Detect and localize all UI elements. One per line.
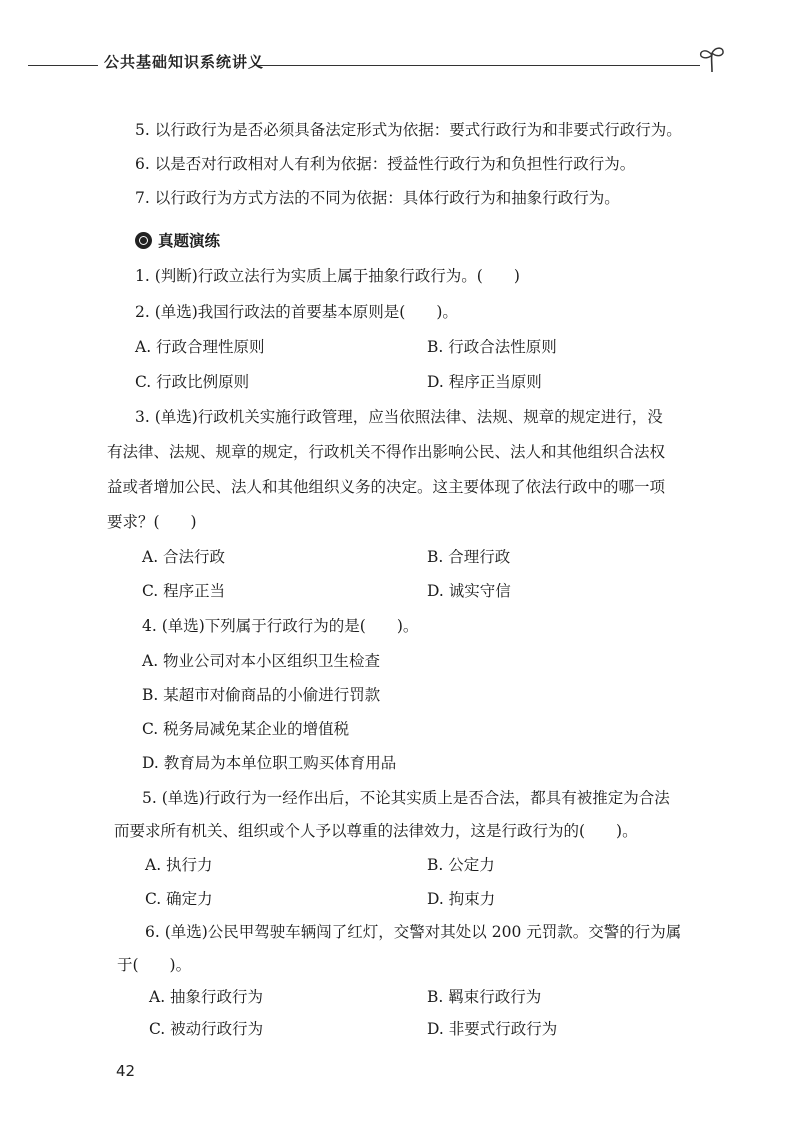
page-number: 42 xyxy=(116,1062,136,1080)
question-5-option-b: B. 公定力 xyxy=(427,856,495,874)
header-rule-left xyxy=(28,65,98,66)
classification-item-6: 6. 以是否对行政相对人有利为依据：授益性行政行为和负担性行政行为。 xyxy=(135,155,636,173)
sprout-icon xyxy=(696,44,728,74)
question-3-stem-line-4: 要求？( ) xyxy=(107,513,197,531)
question-6-option-c: C. 被动行政行为 xyxy=(149,1020,264,1038)
question-5-stem-line-1: 5. (单选)行政行为一经作出后，不论其实质上是否合法，都具有被推定为合法 xyxy=(142,789,670,807)
question-6-option-a: A. 抽象行政行为 xyxy=(149,988,264,1006)
question-6-option-b: B. 羁束行政行为 xyxy=(427,988,542,1006)
classification-item-5: 5. 以行政行为是否必须具备法定形式为依据：要式行政行为和非要式行政行为。 xyxy=(135,121,682,139)
question-2-option-a: A. 行政合理性原则 xyxy=(135,338,265,356)
question-3-stem-line-2: 有法律、法规、规章的规定，行政机关不得作出影响公民、法人和其他组织合法权 xyxy=(107,443,666,461)
question-3-option-d: D. 诚实守信 xyxy=(427,582,511,600)
question-5-option-a: A. 执行力 xyxy=(145,856,213,874)
question-2-option-c: C. 行政比例原则 xyxy=(135,373,250,391)
section-heading-label: 真题演练 xyxy=(158,232,221,250)
header-title: 公共基础知识系统讲义 xyxy=(104,53,265,71)
question-4-option-a: A. 物业公司对本小区组织卫生检查 xyxy=(142,652,381,670)
question-1-stem: 1. (判断)行政立法行为实质上属于抽象行政行为。( ) xyxy=(135,267,520,285)
question-3-option-a: A. 合法行政 xyxy=(142,548,226,566)
question-3-stem-line-1: 3. (单选)行政机关实施行政管理，应当依照法律、法规、规章的规定进行，没 xyxy=(135,408,663,426)
question-4-stem: 4. (单选)下列属于行政行为的是( )。 xyxy=(142,617,419,635)
section-heading xyxy=(135,229,220,251)
question-3-stem-line-3: 益或者增加公民、法人和其他组织义务的决定。这主要体现了依法行政中的哪一项 xyxy=(107,478,666,496)
question-4-option-d: D. 教育局为本单位职工购买体育用品 xyxy=(142,754,397,772)
exercise-icon xyxy=(135,232,152,249)
question-5-stem-line-2: 而要求所有机关、组织或个人予以尊重的法律效力，这是行政行为的( )。 xyxy=(114,822,638,840)
header-rule-right xyxy=(258,65,700,66)
question-3-option-c: C. 程序正当 xyxy=(142,582,226,600)
question-6-option-d: D. 非要式行政行为 xyxy=(427,1020,558,1038)
question-4-option-c: C. 税务局减免某企业的增值税 xyxy=(142,720,350,738)
question-2-option-d: D. 程序正当原则 xyxy=(427,373,542,391)
question-6-stem-line-2: 于( )。 xyxy=(117,956,192,974)
question-2-stem: 2. (单选)我国行政法的首要基本原则是( )。 xyxy=(135,303,458,321)
page-header xyxy=(0,48,800,76)
question-4-option-b: B. 某超市对偷商品的小偷进行罚款 xyxy=(142,686,381,704)
question-6-stem-line-1: 6. (单选)公民甲驾驶车辆闯了红灯，交警对其处以 200 元罚款。交警的行为属 xyxy=(145,923,682,941)
question-2-option-b: B. 行政合法性原则 xyxy=(427,338,557,356)
question-5-option-d: D. 拘束力 xyxy=(427,890,496,908)
classification-item-7: 7. 以行政行为方式方法的不同为依据：具体行政行为和抽象行政行为。 xyxy=(135,189,620,207)
question-5-option-c: C. 确定力 xyxy=(145,890,213,908)
question-3-option-b: B. 合理行政 xyxy=(427,548,511,566)
